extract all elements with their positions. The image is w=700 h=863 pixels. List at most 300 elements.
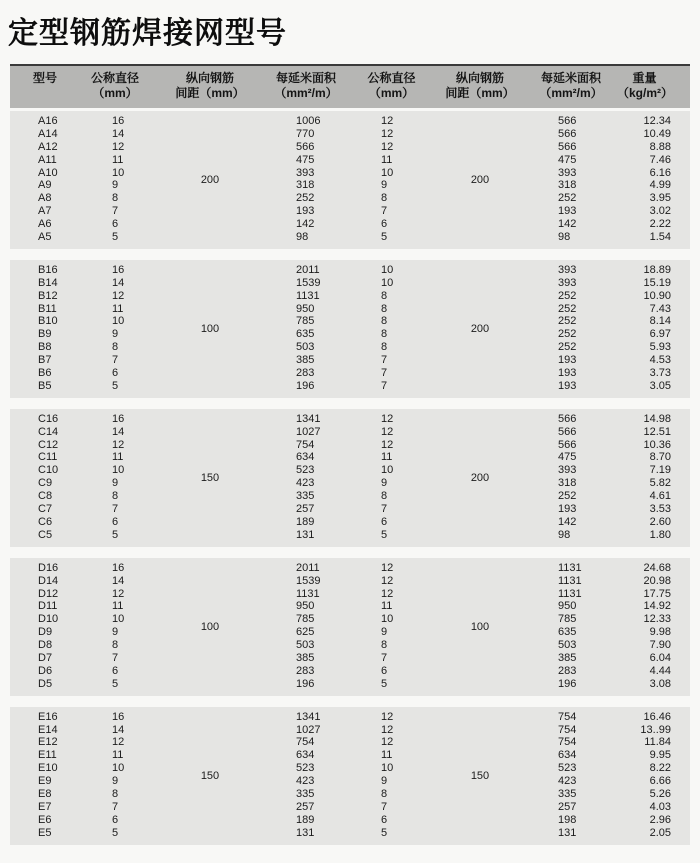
spacing1-cell [150, 154, 270, 167]
area2-cell: 566 [558, 115, 577, 127]
diameter1-cell: 16 [112, 710, 125, 723]
area2-cell: 252 [558, 192, 577, 205]
table-row [10, 588, 690, 601]
diameter1-cell: 16 [112, 561, 125, 574]
spacing1-cell [150, 451, 270, 464]
weight-cell: 6.97 [649, 328, 671, 341]
area1-cell: 257 [296, 800, 315, 813]
table-row [10, 788, 690, 801]
spacing2-cell [425, 141, 535, 154]
diameter2-cell: 10 [381, 762, 394, 775]
table-row [10, 264, 690, 277]
diameter1-cell: 11 [112, 302, 124, 315]
table-row [10, 218, 690, 231]
weight-cell: 9.98 [649, 626, 671, 639]
table-row [10, 303, 690, 316]
area1-cell: 770 [296, 127, 315, 140]
weight-cell: 15.19 [643, 276, 671, 289]
area1-cell: 785 [296, 613, 315, 626]
area1-cell: 523 [296, 762, 315, 775]
spacing2-merged-value: 200 [470, 173, 490, 186]
weight-cell: 7.19 [649, 464, 671, 477]
table-row [10, 205, 690, 218]
area1-cell: 635 [296, 328, 315, 341]
model-cell: D8 [38, 639, 53, 652]
weight-cell: 3.73 [649, 367, 671, 380]
diameter1-cell: 10 [112, 762, 125, 775]
table-row [10, 231, 690, 244]
diameter1-cell: 12 [112, 438, 125, 451]
mesh-model-table [10, 64, 690, 845]
table-row [10, 328, 690, 341]
diameter2-cell: 11 [381, 749, 393, 762]
diameter1-cell: 7 [112, 503, 119, 516]
spacing2-cell [425, 788, 535, 801]
spacing1-cell [150, 503, 270, 516]
area2-cell: 475 [558, 451, 577, 464]
area1-cell: 2011 [296, 263, 320, 276]
diameter1-cell: 10 [112, 166, 125, 179]
diameter2-cell: 6 [381, 218, 388, 231]
diameter2-cell: 12 [381, 736, 394, 749]
model-cell: D7 [38, 651, 53, 664]
spacing2-cell [425, 290, 535, 303]
area1-cell: 142 [296, 218, 315, 231]
table-row [10, 167, 690, 180]
table-row [10, 290, 690, 303]
diameter1-cell: 14 [112, 723, 125, 736]
area1-cell: 634 [296, 451, 315, 464]
spacing2-cell [425, 652, 535, 665]
diameter1-cell: 5 [112, 677, 119, 690]
diameter1-cell: 11 [112, 153, 124, 166]
area1-cell: 1027 [296, 425, 321, 438]
spacing2-cell [425, 529, 535, 542]
diameter1-cell: 14 [112, 425, 125, 438]
diameter1-cell: 5 [112, 379, 119, 392]
diameter2-cell: 5 [381, 528, 388, 541]
spacing1-cell [150, 341, 270, 354]
diameter1-cell: 14 [112, 276, 125, 289]
spacing2-cell [425, 801, 535, 814]
model-cell: C10 [38, 464, 59, 477]
model-cell: E10 [38, 762, 58, 775]
table-row [10, 426, 690, 439]
area2-cell: 257 [558, 800, 577, 813]
model-cell: A11 [38, 153, 57, 166]
weight-cell: 7.46 [649, 153, 671, 166]
area2-cell: 198 [558, 813, 577, 826]
spacing1-cell [150, 277, 270, 290]
diameter2-cell: 8 [381, 192, 388, 205]
weight-cell: 12.51 [643, 425, 671, 438]
spacing1-cell [150, 827, 270, 840]
table-row [10, 827, 690, 840]
table-row [10, 613, 690, 626]
diameter2-cell: 8 [381, 490, 388, 503]
diameter2-cell: 5 [381, 826, 388, 839]
diameter1-cell: 6 [112, 664, 119, 677]
spacing2-cell [425, 192, 535, 205]
area1-cell: 523 [296, 464, 315, 477]
diameter2-cell: 9 [381, 179, 388, 192]
weight-cell: 6.66 [649, 775, 671, 788]
spacing2-cell [425, 341, 535, 354]
area1-cell: 385 [296, 354, 315, 367]
table-row [10, 626, 690, 639]
weight-cell: 10.90 [643, 289, 671, 302]
model-cell: B8 [38, 341, 52, 354]
area1-cell: 335 [296, 787, 315, 800]
area2-cell: 635 [558, 626, 577, 639]
table-row [10, 711, 690, 724]
area2-cell: 252 [558, 490, 577, 503]
area2-cell: 1131 [558, 574, 582, 587]
spacing1-cell [150, 413, 270, 426]
weight-cell: 8.14 [649, 315, 671, 328]
model-cell: C12 [38, 438, 59, 451]
spacing1-cell [150, 575, 270, 588]
table-group-a [10, 111, 690, 249]
model-cell: D10 [38, 613, 59, 626]
weight-cell: 8.70 [649, 451, 671, 464]
area2-cell: 335 [558, 787, 577, 800]
model-cell: C7 [38, 503, 53, 516]
header-model: 型号 [32, 71, 57, 85]
table-group-e [10, 707, 690, 845]
area2-cell: 393 [558, 166, 577, 179]
diameter2-cell: 7 [381, 354, 388, 367]
weight-cell: 24.68 [643, 561, 671, 574]
model-cell: A16 [38, 115, 58, 127]
area1-cell: 385 [296, 651, 315, 664]
spacing1-cell [150, 231, 270, 244]
diameter2-cell: 5 [381, 677, 388, 690]
model-cell: B11 [38, 302, 57, 315]
table-row [10, 451, 690, 464]
area2-cell: 754 [558, 736, 577, 749]
weight-cell: 7.43 [649, 302, 671, 315]
spacing1-merged-value: 150 [200, 769, 220, 782]
model-cell: E5 [38, 826, 52, 839]
weight-cell: 12.34 [643, 115, 671, 127]
model-cell: A14 [38, 127, 58, 140]
area1-cell: 634 [296, 749, 315, 762]
weight-cell: 14.98 [643, 412, 671, 425]
header-longitudinal-spacing-1: 纵向钢筋 间距（mm） [175, 71, 245, 100]
spacing2-cell [425, 426, 535, 439]
area1-cell: 2011 [296, 561, 320, 574]
weight-cell: 3.02 [649, 205, 671, 218]
diameter2-cell: 6 [381, 813, 388, 826]
model-cell: D14 [38, 574, 59, 587]
diameter1-cell: 8 [112, 639, 119, 652]
header-area-per-meter-2: 每延米面积 （mm²/m） [539, 71, 603, 100]
spacing1-cell [150, 354, 270, 367]
table-row [10, 529, 690, 542]
diameter1-cell: 7 [112, 354, 119, 367]
area1-cell: 423 [296, 775, 315, 788]
weight-cell: 3.53 [649, 503, 671, 516]
weight-cell: 4.61 [649, 490, 671, 503]
spacing1-merged-value: 100 [200, 322, 220, 335]
diameter1-cell: 6 [112, 813, 119, 826]
spacing2-cell [425, 665, 535, 678]
area2-cell: 196 [558, 677, 577, 690]
spacing2-cell [425, 814, 535, 827]
diameter2-cell: 8 [381, 315, 388, 328]
weight-cell: 3.05 [649, 379, 671, 392]
weight-cell: 2.96 [649, 813, 671, 826]
spacing1-cell [150, 367, 270, 380]
diameter1-cell: 8 [112, 341, 119, 354]
spacing2-merged-value: 200 [470, 471, 490, 484]
weight-cell: 3.95 [649, 192, 671, 205]
model-cell: E9 [38, 775, 52, 788]
area1-cell: 625 [296, 626, 315, 639]
model-cell: A8 [38, 192, 52, 205]
spacing1-cell [150, 303, 270, 316]
spacing1-cell [150, 529, 270, 542]
table-row [10, 775, 690, 788]
area1-cell: 283 [296, 664, 315, 677]
diameter1-cell: 12 [112, 140, 125, 153]
table-row [10, 678, 690, 691]
diameter2-cell: 11 [381, 451, 393, 464]
diameter2-cell: 6 [381, 515, 388, 528]
diameter2-cell: 12 [381, 561, 394, 574]
model-cell: B10 [38, 315, 58, 328]
area1-cell: 335 [296, 490, 315, 503]
spacing1-cell [150, 141, 270, 154]
table-row [10, 341, 690, 354]
area1-cell: 196 [296, 379, 315, 392]
area2-cell: 98 [558, 528, 571, 541]
diameter2-cell: 12 [381, 412, 394, 425]
spacing2-cell [425, 205, 535, 218]
area2-cell: 634 [558, 749, 577, 762]
model-cell: E16 [38, 710, 58, 723]
area2-cell: 98 [558, 231, 571, 244]
table-header-row [10, 64, 690, 108]
spacing1-cell [150, 711, 270, 724]
model-cell: C11 [38, 451, 58, 464]
diameter2-cell: 10 [381, 613, 394, 626]
spacing2-cell [425, 639, 535, 652]
diameter1-cell: 6 [112, 515, 119, 528]
area1-cell: 1027 [296, 723, 321, 736]
weight-cell: 5.26 [649, 787, 671, 800]
diameter2-cell: 11 [381, 153, 393, 166]
spacing2-cell [425, 575, 535, 588]
spacing1-cell [150, 439, 270, 452]
weight-cell: 13..99 [640, 723, 671, 736]
table-row [10, 762, 690, 775]
table-row [10, 115, 690, 128]
spacing1-cell [150, 264, 270, 277]
weight-cell: 8.88 [649, 140, 671, 153]
model-cell: D16 [38, 561, 59, 574]
spacing2-cell [425, 490, 535, 503]
weight-cell: 12.33 [643, 613, 671, 626]
area2-cell: 283 [558, 664, 577, 677]
header-longitudinal-spacing-2: 纵向钢筋 间距（mm） [445, 71, 515, 100]
spacing1-cell [150, 290, 270, 303]
diameter1-cell: 6 [112, 218, 119, 231]
model-cell: D12 [38, 587, 59, 600]
spacing1-merged-value: 150 [200, 471, 220, 484]
table-row [10, 154, 690, 167]
area2-cell: 566 [558, 127, 577, 140]
spacing2-cell [425, 749, 535, 762]
spacing2-cell [425, 678, 535, 691]
table-row [10, 413, 690, 426]
weight-cell: 6.04 [649, 651, 671, 664]
spacing1-cell [150, 788, 270, 801]
spacing1-cell [150, 516, 270, 529]
table-row [10, 315, 690, 328]
table-row [10, 477, 690, 490]
weight-cell: 6.16 [649, 166, 671, 179]
spacing2-cell [425, 711, 535, 724]
weight-cell: 1.80 [649, 528, 671, 541]
weight-cell: 4.44 [649, 664, 671, 677]
area2-cell: 754 [558, 710, 577, 723]
area1-cell: 950 [296, 600, 315, 613]
page-title: 定型钢筋焊接网型号 [8, 16, 287, 51]
diameter2-cell: 5 [381, 231, 388, 244]
table-row [10, 665, 690, 678]
model-cell: B6 [38, 367, 52, 380]
diameter2-cell: 8 [381, 289, 388, 302]
area1-cell: 566 [296, 140, 315, 153]
area2-cell: 393 [558, 263, 577, 276]
table-row [10, 277, 690, 290]
diameter1-cell: 9 [112, 775, 119, 788]
model-cell: C16 [38, 412, 59, 425]
diameter1-cell: 5 [112, 231, 119, 244]
model-cell: B12 [38, 289, 58, 302]
spacing2-merged-value: 150 [470, 769, 490, 782]
spacing1-merged-value: 100 [200, 620, 220, 633]
spacing1-cell [150, 490, 270, 503]
model-cell: A5 [38, 231, 52, 244]
diameter1-cell: 14 [112, 574, 125, 587]
weight-cell: 16.46 [643, 710, 671, 723]
area1-cell: 1341 [296, 710, 321, 723]
model-cell: E14 [38, 723, 58, 736]
weight-cell: 9.95 [649, 749, 671, 762]
area2-cell: 475 [558, 153, 577, 166]
table-row [10, 503, 690, 516]
model-cell: E7 [38, 800, 52, 813]
table-row [10, 639, 690, 652]
spacing2-cell [425, 588, 535, 601]
model-cell: E6 [38, 813, 52, 826]
weight-cell: 11.84 [644, 736, 671, 749]
diameter2-cell: 10 [381, 276, 394, 289]
area2-cell: 252 [558, 315, 577, 328]
model-cell: D9 [38, 626, 53, 639]
diameter2-cell: 8 [381, 328, 388, 341]
area1-cell: 754 [296, 438, 315, 451]
area1-cell: 754 [296, 736, 315, 749]
diameter1-cell: 9 [112, 477, 119, 490]
diameter1-cell: 16 [112, 263, 125, 276]
diameter2-cell: 9 [381, 477, 388, 490]
model-cell: D6 [38, 664, 53, 677]
table-row [10, 464, 690, 477]
spacing1-cell [150, 218, 270, 231]
diameter1-cell: 10 [112, 315, 125, 328]
area2-cell: 566 [558, 438, 577, 451]
weight-cell: 7.90 [649, 639, 671, 652]
area1-cell: 196 [296, 677, 315, 690]
area2-cell: 1131 [558, 587, 582, 600]
area2-cell: 385 [558, 651, 577, 664]
spacing2-cell [425, 413, 535, 426]
spacing2-cell [425, 277, 535, 290]
table-row [10, 141, 690, 154]
model-cell: E8 [38, 787, 52, 800]
diameter1-cell: 7 [112, 651, 119, 664]
area2-cell: 252 [558, 302, 577, 315]
model-cell: A7 [38, 205, 52, 218]
area2-cell: 503 [558, 639, 577, 652]
diameter2-cell: 12 [381, 115, 394, 127]
diameter2-cell: 12 [381, 438, 394, 451]
diameter1-cell: 6 [112, 367, 119, 380]
table-row [10, 562, 690, 575]
area2-cell: 1131 [558, 561, 582, 574]
weight-cell: 2.60 [649, 515, 671, 528]
table-row [10, 354, 690, 367]
spacing1-cell [150, 814, 270, 827]
area2-cell: 318 [558, 179, 577, 192]
table-row [10, 179, 690, 192]
area1-cell: 257 [296, 503, 315, 516]
diameter1-cell: 9 [112, 179, 119, 192]
area2-cell: 566 [558, 412, 577, 425]
diameter2-cell: 8 [381, 639, 388, 652]
spacing1-cell [150, 665, 270, 678]
diameter1-cell: 11 [112, 451, 124, 464]
model-cell: A6 [38, 218, 52, 231]
area1-cell: 785 [296, 315, 315, 328]
weight-cell: 20.98 [643, 574, 671, 587]
diameter2-cell: 12 [381, 723, 394, 736]
spacing1-cell [150, 600, 270, 613]
area2-cell: 142 [558, 218, 577, 231]
area1-cell: 1006 [296, 115, 321, 127]
table-row [10, 490, 690, 503]
model-cell: E11 [38, 749, 57, 762]
area2-cell: 252 [558, 289, 577, 302]
area2-cell: 193 [558, 379, 577, 392]
diameter2-cell: 7 [381, 503, 388, 516]
area2-cell: 142 [558, 515, 577, 528]
diameter2-cell: 12 [381, 127, 394, 140]
table-row [10, 724, 690, 737]
diameter2-cell: 9 [381, 626, 388, 639]
header-nominal-diameter-1: 公称直径 （mm） [90, 71, 139, 100]
area1-cell: 131 [296, 826, 315, 839]
spacing2-cell [425, 451, 535, 464]
spacing1-cell [150, 749, 270, 762]
spacing2-cell [425, 367, 535, 380]
spacing2-cell [425, 724, 535, 737]
weight-cell: 18.89 [643, 263, 671, 276]
